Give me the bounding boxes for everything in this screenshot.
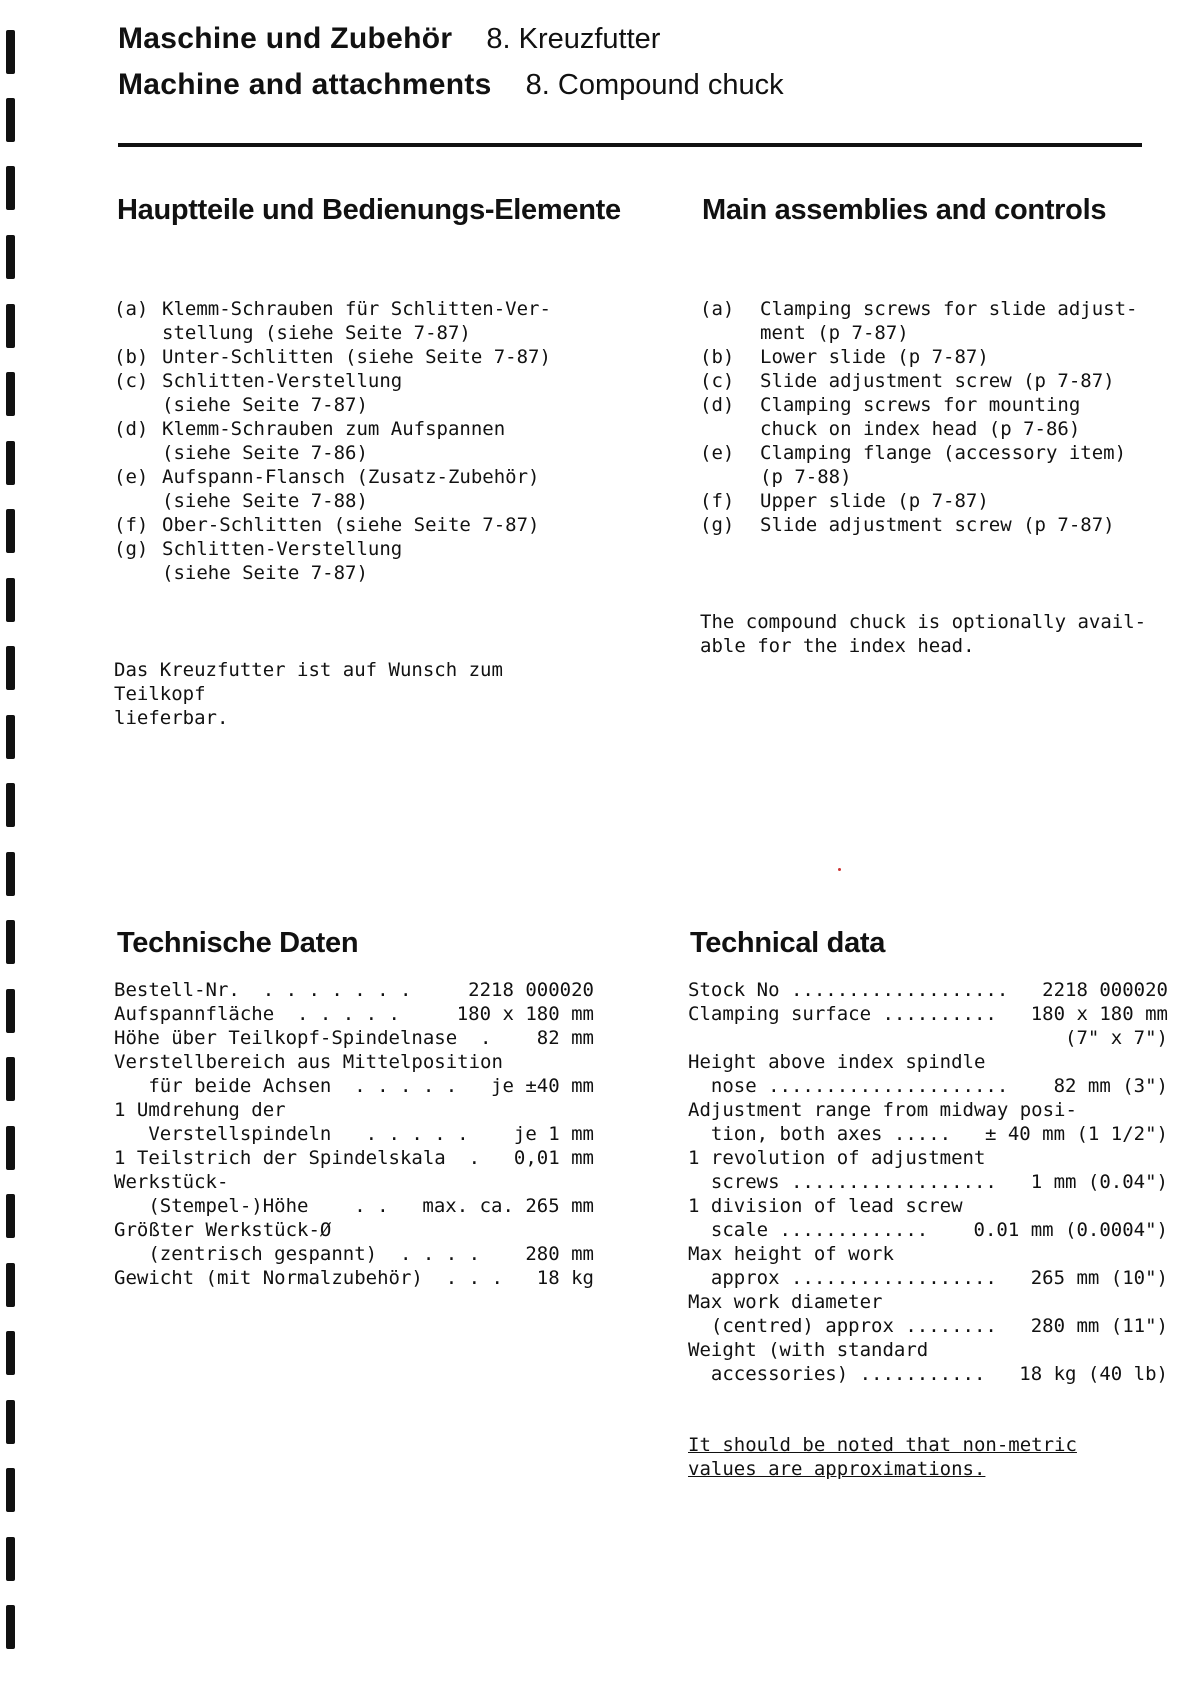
item-label: (f) (114, 514, 149, 536)
row-value: je 1 mm (513, 1123, 594, 1145)
row-label: Bestell-Nr. . . . . . . . (114, 979, 412, 1001)
item-text: Slide adjustment screw (p 7-87) (760, 370, 1115, 392)
en-tech-note: It should be noted that non-metric values are approximations. (688, 1434, 1077, 1480)
item-label: (d) (114, 418, 149, 440)
row-label: nose ..................... (688, 1075, 1009, 1097)
item-label: (e) (700, 442, 735, 464)
row-value: (7" x 7") (1065, 1027, 1168, 1049)
row-label: Stock No ................... (688, 979, 1009, 1001)
table-row (688, 1314, 1168, 1338)
table-row (688, 1338, 1168, 1362)
table-row (688, 1266, 1168, 1290)
table-row (688, 1218, 1168, 1242)
binding-hole (6, 235, 15, 279)
binding-hole (6, 1194, 15, 1238)
list-item (114, 417, 594, 465)
list-item (700, 297, 1160, 345)
item-label: (b) (700, 346, 735, 368)
binding-hole (6, 1331, 15, 1375)
row-label: Werkstück- (114, 1171, 229, 1193)
row-value: 280 mm (525, 1243, 594, 1265)
header-english (118, 68, 784, 114)
binding-hole (6, 646, 15, 690)
item-text: Aufspann-Flansch (Zusatz-Zubehör) (siehe Seite 7-88) (162, 466, 540, 512)
binding-hole (6, 1400, 15, 1444)
en-parts-heading: Main assemblies and controls (702, 194, 1107, 226)
row-label: accessories) ........... (688, 1363, 986, 1385)
binding-hole (6, 783, 15, 827)
row-value: 2218 000020 (468, 979, 594, 1001)
list-item (700, 393, 1160, 441)
table-row (114, 1050, 594, 1074)
row-value: ± 40 mm (1 1/2") (984, 1123, 1168, 1145)
row-label: Height above index spindle (688, 1051, 986, 1073)
item-text: Ober-Schlitten (siehe Seite 7-87) (162, 514, 540, 536)
binding-hole (6, 166, 15, 210)
row-label: Höhe über Teilkopf-Spindelnase . (114, 1027, 492, 1049)
list-item (114, 369, 594, 417)
list-item (700, 369, 1160, 393)
table-row (688, 1362, 1168, 1386)
row-label (688, 1026, 1065, 1050)
en-tech-table (688, 978, 1168, 1386)
item-label: (g) (700, 514, 735, 536)
row-label: screws .................. (688, 1171, 997, 1193)
table-row (688, 1122, 1168, 1146)
row-value: 265 mm (10") (1030, 1267, 1168, 1289)
page-header (118, 22, 784, 114)
header-de-title: Maschine und Zubehör (118, 22, 453, 55)
row-label: Aufspannfläche . . . . . (114, 1003, 400, 1025)
row-value: 82 mm (3") (1053, 1075, 1168, 1097)
en-parts-section (700, 249, 1160, 682)
row-label: (centred) approx ........ (688, 1315, 997, 1337)
table-row (688, 1194, 1168, 1218)
binding-hole (6, 989, 15, 1033)
list-item (114, 345, 594, 369)
item-label: (f) (700, 490, 735, 512)
en-parts-list (700, 297, 1160, 537)
row-value: 280 mm (11") (1030, 1315, 1168, 1337)
header-rule (118, 143, 1142, 147)
item-label: (c) (114, 370, 149, 392)
row-label: (zentrisch gespannt) . . . . (114, 1243, 481, 1265)
binding-hole (6, 1605, 15, 1649)
binding-hole (6, 304, 15, 348)
table-row (114, 1002, 594, 1026)
table-row (688, 1002, 1168, 1026)
row-label: scale ............. (688, 1219, 929, 1241)
binding-hole (6, 1468, 15, 1512)
table-row (688, 978, 1168, 1002)
row-label: (Stempel-)Höhe . . (114, 1195, 389, 1217)
item-text: Schlitten-Verstellung (siehe Seite 7-87) (162, 370, 403, 416)
binding-hole (6, 1126, 15, 1170)
item-text: Unter-Schlitten (siehe Seite 7-87) (162, 346, 551, 368)
de-parts-list (114, 297, 594, 585)
en-parts-note: The compound chuck is optionally avail- able for the index head. (700, 611, 1147, 657)
binding-hole (6, 509, 15, 553)
table-row (114, 1266, 594, 1290)
binding-hole (6, 715, 15, 759)
item-text: Clamping screws for mounting chuck on index head (p 7-86) (760, 394, 1081, 440)
row-label: Clamping surface .......... (688, 1003, 997, 1025)
list-item (114, 465, 594, 513)
list-item (700, 489, 1160, 513)
item-text: Clamping screws for slide adjust- ment (p 7-87) (760, 298, 1138, 344)
item-text: Slide adjustment screw (p 7-87) (760, 514, 1115, 536)
row-value: 180 x 180 mm (1030, 1003, 1168, 1025)
list-item (114, 537, 594, 585)
row-label: 1 revolution of adjustment (688, 1147, 986, 1169)
row-label: Verstellspindeln . . . . . (114, 1123, 469, 1145)
de-tech-table (114, 978, 594, 1290)
table-row (688, 1170, 1168, 1194)
list-item (114, 297, 594, 345)
table-row (114, 1218, 594, 1242)
row-label: 1 Umdrehung der (114, 1099, 286, 1121)
row-value: 2218 000020 (1042, 979, 1168, 1001)
row-value: 18 kg (40 lb) (1019, 1363, 1168, 1385)
binding-hole (6, 30, 15, 74)
de-tech-heading: Technische Daten (117, 927, 359, 959)
row-value: 82 mm (536, 1027, 594, 1049)
row-value: 1 mm (0.04") (1030, 1171, 1168, 1193)
row-label: für beide Achsen . . . . . (114, 1075, 458, 1097)
item-label: (c) (700, 370, 735, 392)
item-label: (a) (114, 298, 149, 320)
item-text: Clamping flange (accessory item) (p 7-88) (760, 442, 1127, 488)
binding-holes (6, 0, 18, 1682)
item-text: Upper slide (p 7-87) (760, 490, 989, 512)
item-text: Schlitten-Verstellung (siehe Seite 7-87) (162, 538, 403, 584)
binding-hole (6, 920, 15, 964)
table-row (688, 1146, 1168, 1170)
table-row (688, 1026, 1168, 1050)
binding-hole (6, 578, 15, 622)
row-label: Verstellbereich aus Mittelposition (114, 1051, 503, 1073)
header-en-title: Machine and attachments (118, 68, 492, 101)
row-value: je ±40 mm (491, 1075, 594, 1097)
table-row (114, 1074, 594, 1098)
item-label: (g) (114, 538, 149, 560)
item-label: (d) (700, 394, 735, 416)
row-value: max. ca. 265 mm (422, 1195, 594, 1217)
binding-hole (6, 1057, 15, 1101)
item-label: (e) (114, 466, 149, 488)
header-german (118, 22, 784, 68)
binding-hole (6, 1263, 15, 1307)
row-label: Gewicht (mit Normalzubehör) . . . (114, 1267, 503, 1289)
table-row (688, 1050, 1168, 1074)
table-row (114, 1098, 594, 1122)
row-label: Max work diameter (688, 1291, 883, 1313)
table-row (688, 1290, 1168, 1314)
item-text: Klemm-Schrauben zum Aufspannen (siehe Seite 7-86) (162, 418, 506, 464)
list-item (114, 513, 594, 537)
row-value: 0.01 mm (0.0004") (973, 1219, 1168, 1241)
binding-hole (6, 372, 15, 416)
row-value: 180 x 180 mm (456, 1003, 594, 1025)
row-label: 1 Teilstrich der Spindelskala . (114, 1147, 481, 1169)
list-item (700, 513, 1160, 537)
item-text: Klemm-Schrauben für Schlitten-Ver- stellung (siehe Seite 7-87) (162, 298, 551, 344)
row-value: 18 kg (536, 1267, 594, 1289)
row-label: Max height of work (688, 1243, 894, 1265)
row-value: 0,01 mm (513, 1147, 594, 1169)
table-row (114, 978, 594, 1002)
de-parts-note: Das Kreuzfutter ist auf Wunsch zum Teilkopf lieferbar. (114, 659, 503, 729)
header-de-subtitle: 8. Kreuzfutter (486, 23, 661, 55)
item-label: (a) (700, 298, 735, 320)
table-row (114, 1122, 594, 1146)
list-item (700, 441, 1160, 489)
row-label: 1 division of lead screw (688, 1195, 963, 1217)
row-label: Weight (with standard (688, 1339, 929, 1361)
table-row (114, 1026, 594, 1050)
row-label: Adjustment range from midway posi- (688, 1099, 1077, 1121)
binding-hole (6, 1537, 15, 1581)
table-row (114, 1242, 594, 1266)
header-en-subtitle: 8. Compound chuck (525, 69, 784, 101)
list-item (700, 345, 1160, 369)
de-parts-section (114, 249, 594, 754)
row-label: approx .................. (688, 1267, 997, 1289)
table-row (688, 1074, 1168, 1098)
table-row (688, 1098, 1168, 1122)
table-row (688, 1242, 1168, 1266)
table-row (114, 1146, 594, 1170)
binding-hole (6, 98, 15, 142)
table-row (114, 1170, 594, 1194)
scan-speck (838, 868, 841, 871)
table-row (114, 1194, 594, 1218)
item-label: (b) (114, 346, 149, 368)
binding-hole (6, 852, 15, 896)
row-label: tion, both axes ..... (688, 1123, 952, 1145)
row-label: Größter Werkstück-Ø (114, 1219, 332, 1241)
binding-hole (6, 441, 15, 485)
en-tech-heading: Technical data (690, 927, 886, 959)
de-parts-heading: Hauptteile und Bedienungs-Elemente (117, 194, 621, 226)
item-text: Lower slide (p 7-87) (760, 346, 989, 368)
